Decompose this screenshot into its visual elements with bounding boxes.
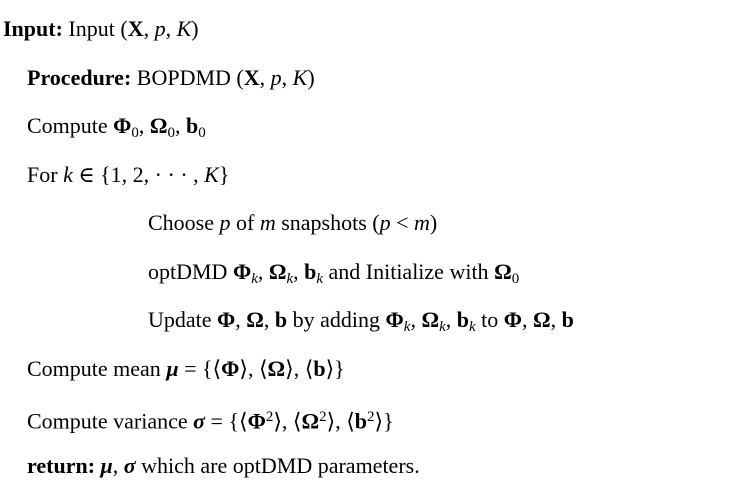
text-segment: K [176, 16, 192, 41]
text-segment: 2 [319, 409, 327, 425]
text-segment: b [456, 307, 469, 332]
text-segment: , [138, 113, 150, 138]
text-segment: Ω [267, 355, 286, 381]
text-segment: σ [123, 452, 136, 478]
text-segment: Φ [113, 113, 132, 138]
text-segment: , [175, 113, 187, 138]
text-segment: Choose [148, 210, 220, 235]
text-segment: b [304, 258, 317, 284]
text-segment: Input: [3, 16, 63, 41]
text-segment: 2 [265, 409, 274, 425]
text-segment: , [521, 307, 533, 332]
text-segment: Compute variance [27, 408, 194, 434]
text-segment: Ω [268, 258, 287, 284]
text-segment: optDMD [148, 258, 233, 284]
text-segment: snapshots ( [275, 210, 380, 235]
text-segment: k [251, 270, 258, 287]
line-optdmd [0, 248, 745, 297]
text-segment: Ω [532, 307, 551, 332]
text-segment: ) [191, 16, 199, 41]
text-segment: μ [100, 452, 113, 478]
text-segment: k [439, 319, 446, 336]
line-compute-mean [0, 345, 745, 394]
text-segment: p [379, 210, 391, 235]
text-segment: , [143, 16, 155, 41]
text-segment: < [390, 210, 415, 235]
text-segment: Φ [247, 408, 266, 434]
text-segment: Ω [421, 307, 440, 332]
text-segment: k [286, 270, 294, 287]
text-segment: Update [148, 307, 218, 332]
text-segment: K [204, 161, 219, 187]
text-segment: K [292, 64, 308, 90]
text-segment: , [293, 258, 305, 284]
text-segment: X [127, 16, 144, 41]
text-segment: k [63, 161, 73, 187]
text-segment: For [27, 161, 64, 187]
text-segment: = {⟨ [205, 408, 248, 434]
text-segment: k [316, 270, 323, 287]
text-segment: μ [166, 355, 179, 381]
text-segment: 2 [367, 409, 375, 425]
text-segment: } [218, 161, 230, 187]
text-segment: ⟩} [325, 355, 345, 381]
text-segment: 0 [511, 270, 520, 287]
text-segment: ) [429, 210, 438, 235]
text-segment: Compute mean [27, 355, 167, 381]
text-segment: Φ [217, 307, 236, 332]
text-segment: Ω [301, 408, 320, 434]
text-segment: Ω [149, 113, 168, 138]
text-segment: 0 [131, 125, 139, 142]
text-segment: , [263, 307, 275, 332]
text-segment: BOPDMD ( [131, 64, 244, 90]
text-segment: ⟩} [374, 408, 394, 434]
line-choose-snapshots [0, 199, 745, 248]
text-segment: , [235, 307, 247, 332]
text-segment: p [270, 64, 282, 90]
text-segment: which are optDMD parameters. [135, 452, 420, 478]
text-segment: b [313, 355, 326, 381]
text-segment: ⟩, ⟨ [239, 355, 268, 381]
line-compute-initial [0, 102, 745, 151]
line-input [0, 5, 745, 54]
text-segment: of [230, 210, 260, 235]
text-segment: Compute [27, 113, 114, 138]
text-segment: ∈ {1, 2, · · · , [72, 161, 205, 187]
text-segment: = {⟨ [178, 355, 222, 381]
text-segment: , [257, 258, 269, 284]
text-segment: return: [27, 452, 96, 478]
text-segment: and Initialize with [323, 258, 495, 284]
text-segment: Ω [494, 258, 512, 284]
text-segment: k [403, 319, 411, 336]
text-segment: 0 [167, 125, 176, 142]
text-segment: , [550, 307, 562, 332]
text-segment: m [414, 210, 430, 235]
text-segment: Φ [503, 307, 522, 332]
text-segment: b [274, 307, 288, 332]
line-procedure [0, 54, 745, 103]
text-segment: , [112, 452, 124, 478]
text-segment: Φ [232, 258, 252, 284]
line-compute-variance [0, 393, 745, 442]
text-segment: k [468, 319, 476, 336]
line-for-loop [0, 151, 745, 200]
line-update [0, 296, 745, 345]
text-segment: , [410, 307, 422, 332]
text-segment: b [186, 113, 199, 138]
text-segment: Φ [385, 307, 404, 332]
text-segment: Φ [221, 355, 240, 381]
text-segment: b [561, 307, 574, 332]
text-segment: ) [307, 64, 315, 90]
text-segment: p [154, 16, 166, 41]
text-segment: Procedure: [27, 64, 132, 90]
text-segment: Input ( [62, 16, 128, 41]
text-segment: σ [193, 408, 206, 434]
line-return [0, 442, 745, 491]
text-segment: 0 [198, 125, 206, 142]
text-segment: , [281, 64, 293, 90]
text-segment: to [475, 307, 504, 332]
text-segment: by adding [287, 307, 386, 332]
text-segment: p [219, 210, 231, 235]
text-segment: ⟩, ⟨ [326, 408, 355, 434]
text-segment: b [354, 408, 368, 434]
text-segment: , [165, 16, 177, 41]
text-segment: ⟩, ⟨ [273, 408, 302, 434]
text-segment: X [243, 64, 260, 90]
text-segment: , [445, 307, 457, 332]
text-segment: , [259, 64, 271, 90]
text-segment: ⟩, ⟨ [285, 355, 314, 381]
text-segment: Ω [246, 307, 264, 332]
text-segment: m [259, 210, 276, 235]
